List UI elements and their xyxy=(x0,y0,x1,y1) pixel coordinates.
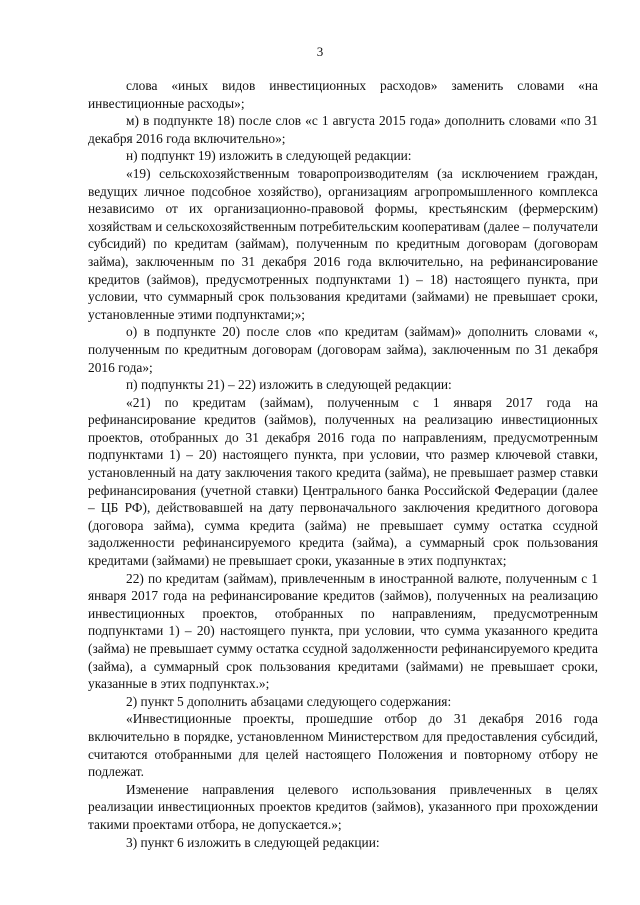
paragraph: «19) сельскохозяйственным товаропроизводителям (за исключением граждан, ведущих личное подсобное хозяйство), организациям агропромышленного комплекса независимо от их организационно-правовой формы, крестьянским (фермерским) хозяйствам и сельскохозяйственным потребительским кооперативам (далее – получатели субсидий) по кредитам (займам), полученным по кредитным договорам (договорам займа), заключенным по 31 декабря 2016 года включительно, на рефинансирование кредитов (займов), предусмотренных подпунктами 1) – 18) настоящего пункта, при условии, что суммарный срок пользования кредитами (займами) не превышает сроки, установленные этими подпунктами;»; xyxy=(88,165,598,322)
paragraph: 22) по кредитам (займам), привлеченным в иностранной валюте, полученным с 1 января 2017 года на рефинансирование кредитов (займов), полученных на реализацию инвестиционных проектов, отобранных по направлениям, предусмотренным подпунктами 1) – 20) настоящего пункта, при условии, что сумма указанного кредита (займа) не превышает сумму остатка ссудной задолженности рефинансируемого кредита (займа), а суммарный срок пользования кредитами (займами) не превышает сроки, указанные в этих подпунктах.»; xyxy=(88,570,598,692)
paragraph: 2) пункт 5 дополнить абзацами следующего содержания: xyxy=(126,693,452,709)
paragraph: «Инвестиционные проекты, прошедшие отбор до 31 декабря 2016 года включительно в порядке, установленном Министерством для предоставления субсидий, считаются отобранными для целей настоящего Положения и повторному отбору не подлежат. xyxy=(88,711,598,780)
paragraph: Изменение направления целевого использования привлеченных в целях реализации инвестиционных проектов кредитов (займов), указанного при прохождении такими проектами отбора, не допускается.»; xyxy=(88,781,598,832)
paragraph: «21) по кредитам (займам), полученным с 1 января 2017 года на рефинансирование кредитов (займов), полученных на реализацию инвестиционных проектов, отобранных до 31 декабря 2016 года по направлениям, предусмотренным подпунктами 1) – 20) настоящего пункта, при условии, что размер ключевой ставки, установленный на дату заключения такого кредита (займа), не превышает размер ставки рефинансирования (учетной ставки) Центрального банка Российской Федерации (далее – ЦБ РФ), действовавшей на дату первоначального заключения кредитного договора (договора займа), сумма кредита (займа) не превышает сумму остатка ссудной задолженности рефинансируемого кредита (займа), а суммарный срок пользования кредитами (займами) не превышает сроки, указанные в этих подпунктах; xyxy=(88,394,598,569)
paragraph: н) подпункт 19) изложить в следующей редакции: xyxy=(126,148,412,164)
paragraph: слова «иных видов инвестиционных расходов» заменить словами «на инвестиционные расходы»; xyxy=(88,78,598,111)
paragraph: 3) пункт 6 изложить в следующей редакции: xyxy=(126,834,380,850)
paragraph: о) в подпункте 20) после слов «по кредитам (займам)» дополнить словами «, полученным по кредитным договорам (договорам займа), заключенным по 31 декабря 2016 года»; xyxy=(88,324,598,375)
page-number: 3 xyxy=(316,44,324,59)
paragraph: м) в подпункте 18) после слов «с 1 августа 2015 года» дополнить словами «по 31 декабря 2016 года включительно»; xyxy=(88,113,598,146)
paragraph: п) подпункты 21) – 22) изложить в следующей редакции: xyxy=(126,377,452,393)
document-body xyxy=(88,77,598,851)
